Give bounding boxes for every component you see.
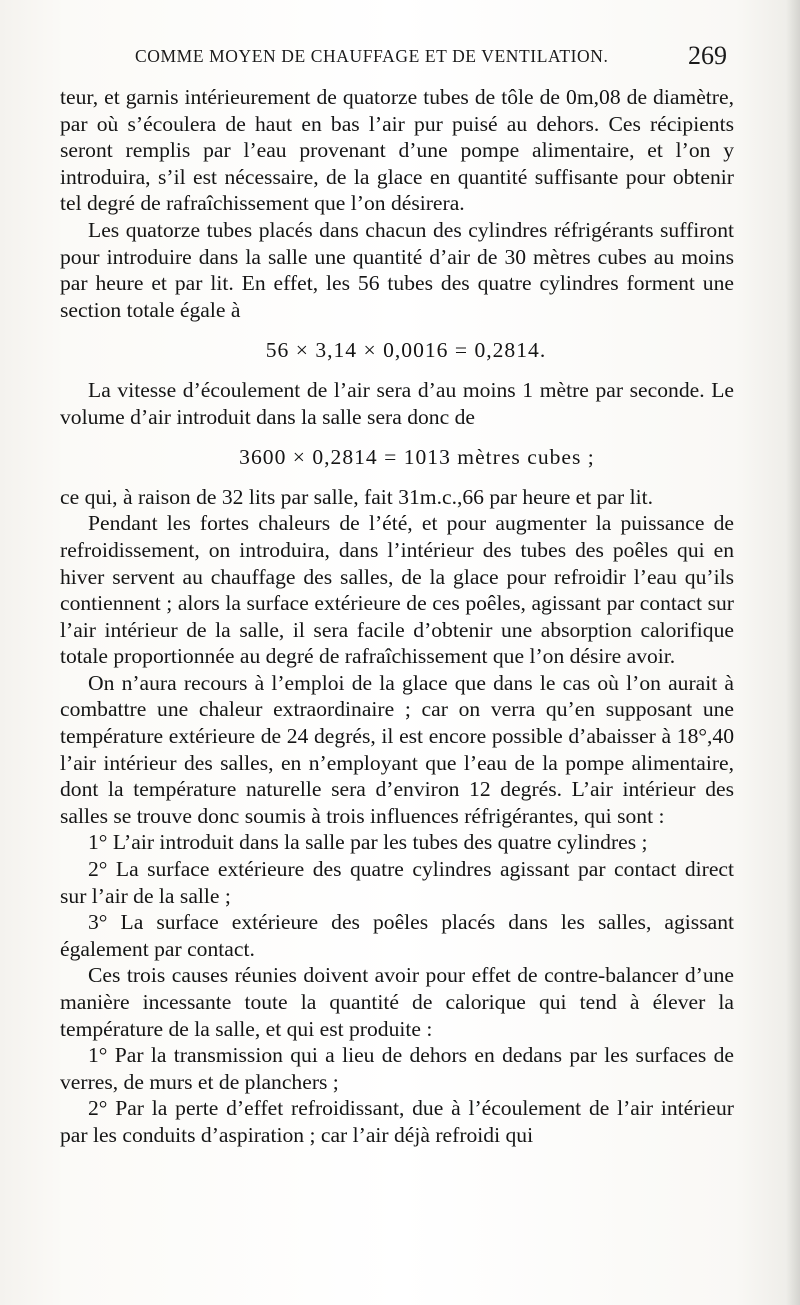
list-item-loss: 2° Par la perte d’effet refroidissant, due à l’écoulement de l’air intérieur par les conduits d’aspiration ; car l’air déjà refroidi qui — [60, 1096, 734, 1147]
formula-volume: 3600 × 0,2814 = 1013 mètres cubes ; — [239, 445, 595, 470]
page-number: 269 — [688, 41, 727, 70]
list-item-2: 2° La surface extérieure des quatre cylindres agissant par contact direct sur l’air de la salle ; — [60, 857, 734, 908]
paragraph-per-bed: ce qui, à raison de 32 lits par salle, fait 31m.c.,66 par heure et par lit. — [60, 484, 654, 509]
paragraph-causes: Ces trois causes réunies doivent avoir pour effet de contre-balancer d’une manière incessante toute la quantité de calorique qui tend à élever la température de la salle, et qui est produite : — [60, 963, 734, 1041]
list-item-3: 3° La surface extérieure des poêles placés dans les salles, agissant également par contact. — [60, 910, 734, 961]
page-header — [130, 41, 730, 74]
list-item-transmission: 1° Par la transmission qui a lieu de dehors en dedans par les surfaces de verres, de murs et de planchers ; — [60, 1043, 734, 1094]
paragraph-ice: On n’aura recours à l’emploi de la glace que dans le cas où l’on aurait à combattre une chaleur extraordinaire ; car on verra qu’en supposant une température extérieure de 24 degrés, il est encore possible d’abaisser à 18°,40 l’air intérieur des salles, en n’employant que l’eau de la pompe alimentaire, dont la température naturelle sera d’environ 12 degrés. L’air intérieur des salles se trouve donc soumis à trois influences réfrigérantes, qui sont : — [60, 670, 734, 828]
page-edge-shadow — [786, 0, 800, 1305]
body-text — [60, 84, 734, 1149]
running-head: COMME MOYEN DE CHAUFFAGE ET DE VENTILATION. — [135, 46, 609, 66]
paragraph-continuation: teur, et garnis intérieurement de quatorze tubes de tôle de 0m,08 de diamètre, par où s’écoulera de haut en bas l’air pur puisé au dehors. Ces récipients seront remplis par l’eau provenant d’une pompe alimentaire, et l’on y introduira, s’il est nécessaire, de la glace en quantité suffisante pour obtenir tel degré de rafraîchissement que l’on désirera. — [60, 85, 734, 216]
formula-section-area: 56 × 3,14 × 0,0016 = 0,2814. — [265, 338, 547, 363]
paragraph-summer: Pendant les fortes chaleurs de l’été, et pour augmenter la puissance de refroidissement, on introduira, dans l’intérieur des tubes des poêles qui en hiver servent au chauffage des salles, de la glace pour refroidir l’eau qu’ils contiennent ; alors la surface extérieure de ces poêles, agissant par contact sur l’air intérieur de la salle, il sera facile d’obtenir une absorption calorifique totale proportionnée au degré de rafraîchissement que l’on désire avoir. — [60, 511, 734, 669]
paragraph-tubes: Les quatorze tubes placés dans chacun des cylindres réfrigérants suffiront pour introduire dans la salle une quantité d’air de 30 mètres cubes au moins par heure et par lit. En effet, les 56 tubes des quatre cylindres forment une section totale égale à — [60, 217, 734, 322]
list-item-1: 1° L’air introduit dans la salle par les tubes des quatre cylindres ; — [88, 830, 648, 855]
paragraph-velocity: La vitesse d’écoulement de l’air sera d’au moins 1 mètre par seconde. Le volume d’air introduit dans la salle sera donc de — [60, 377, 734, 429]
